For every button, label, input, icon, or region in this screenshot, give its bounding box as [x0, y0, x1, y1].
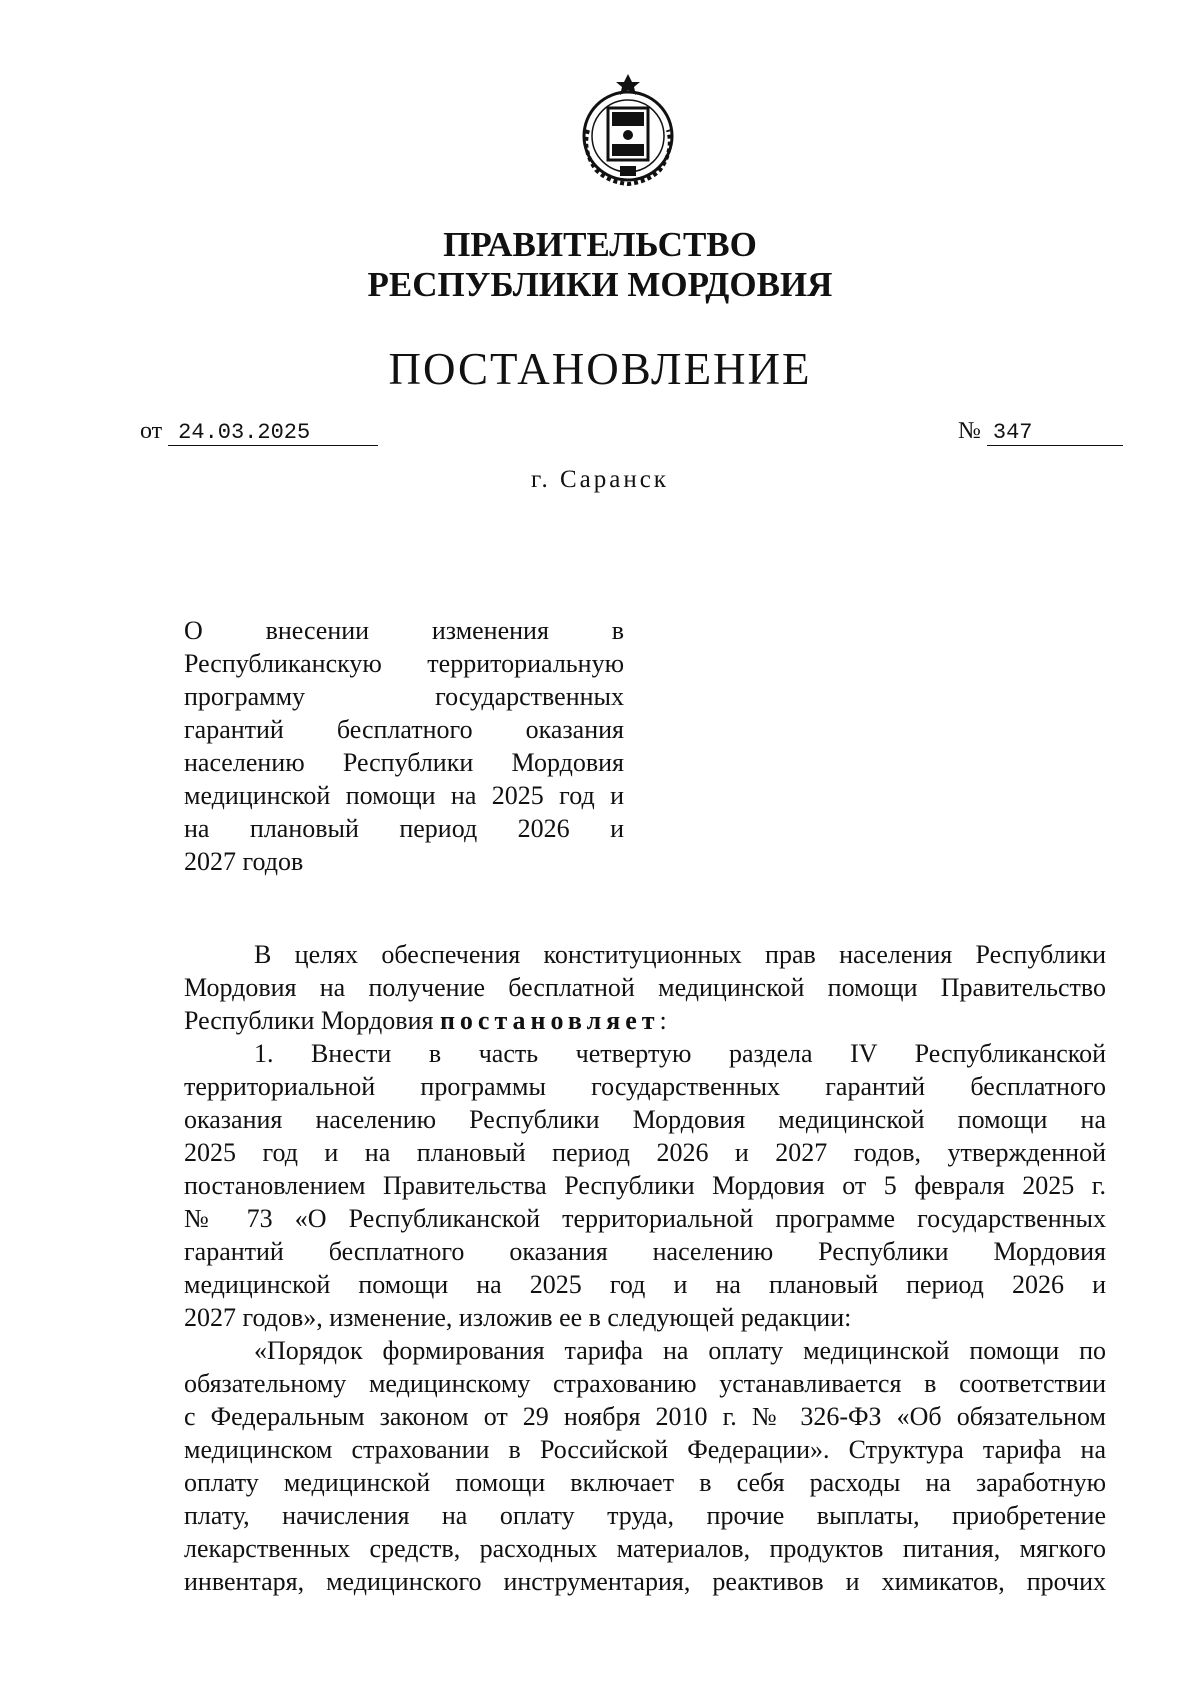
- body-text: :: [659, 1006, 667, 1035]
- subject-line: 2027 годов: [184, 847, 304, 876]
- body-line: «Порядок формирования тарифа на оплату медицинской помощи по: [254, 1336, 1106, 1365]
- body-line: 2025 год и на плановый период 2026 и 2027 годов, утвержденной: [184, 1138, 1106, 1167]
- number-block: [958, 418, 1123, 446]
- body-line: № 73 «О Республиканской территориальной программе государственных: [184, 1204, 1106, 1233]
- coat-of-arms-emblem: [568, 70, 688, 190]
- body-line: Мордовия на получение бесплатной медицинской помощи Правительство: [184, 973, 1106, 1002]
- resolves-keyword: постановляет: [439, 1006, 660, 1035]
- document-date: 24.03.2025: [168, 421, 378, 446]
- body-line: обязательному медицинскому страхованию устанавливается в соответствии: [184, 1369, 1106, 1398]
- body-line: медицинском страховании в Российской Федерации». Структура тарифа на: [184, 1435, 1106, 1464]
- date-prefix: от: [140, 418, 163, 444]
- body-line: с Федеральным законом от 29 ноября 2010 г. № 326-ФЗ «Об обязательном: [184, 1402, 1106, 1431]
- body-line: постановлением Правительства Республики Мордовия от 5 февраля 2025 г.: [184, 1171, 1106, 1200]
- body-line: 1. Внести в часть четвертую раздела IV Республиканской: [254, 1039, 1106, 1068]
- subject-block: [184, 614, 624, 878]
- subject-line: населению Республики Мордовия: [184, 748, 624, 777]
- document-type: ПОСТАНОВЛЕНИЕ: [388, 344, 812, 394]
- subject-line: гарантий бесплатного оказания: [184, 715, 624, 744]
- subject-line: программу государственных: [184, 682, 624, 711]
- body-line: инвентаря, медицинского инструментария, реактивов и химикатов, прочих: [184, 1567, 1106, 1596]
- subject-line: Республиканскую территориальную: [184, 649, 624, 678]
- body-line: В целях обеспечения конституционных прав населения Республики: [254, 940, 1106, 969]
- body-line: оказания населению Республики Мордовия медицинской помощи на: [184, 1105, 1106, 1134]
- body-line: медицинской помощи на 2025 год и на плановый период 2026 и: [184, 1270, 1106, 1299]
- number-prefix: №: [958, 418, 981, 444]
- body-line: гарантий бесплатного оказания населению Республики Мордовия: [184, 1237, 1106, 1266]
- date-block: [140, 418, 378, 446]
- subject-line: медицинской помощи на 2025 год и: [184, 781, 624, 810]
- subject-line: О внесении изменения в: [184, 616, 624, 645]
- city: г. Саранск: [531, 466, 669, 493]
- body-line: оплату медицинской помощи включает в себя расходы на заработную: [184, 1468, 1106, 1497]
- body-line: 2027 годов», изменение, изложив ее в следующей редакции:: [184, 1303, 852, 1332]
- body-line: лекарственных средств, расходных материалов, продуктов питания, мягкого: [184, 1534, 1106, 1563]
- body-line: плату, начисления на оплату труда, прочие выплаты, приобретение: [184, 1501, 1106, 1530]
- subject-line: на плановый период 2026 и: [184, 814, 624, 843]
- document-body: [184, 938, 1106, 1598]
- government-title-line1: ПРАВИТЕЛЬСТВО: [443, 225, 757, 264]
- government-title-line2: РЕСПУБЛИКИ МОРДОВИЯ: [367, 265, 833, 304]
- body-line: территориальной программы государственных гарантий бесплатного: [184, 1072, 1106, 1101]
- document-number: 347: [987, 421, 1123, 446]
- body-text: Республики Мордовия: [184, 1006, 440, 1035]
- body-line-resolves: [184, 1004, 1106, 1037]
